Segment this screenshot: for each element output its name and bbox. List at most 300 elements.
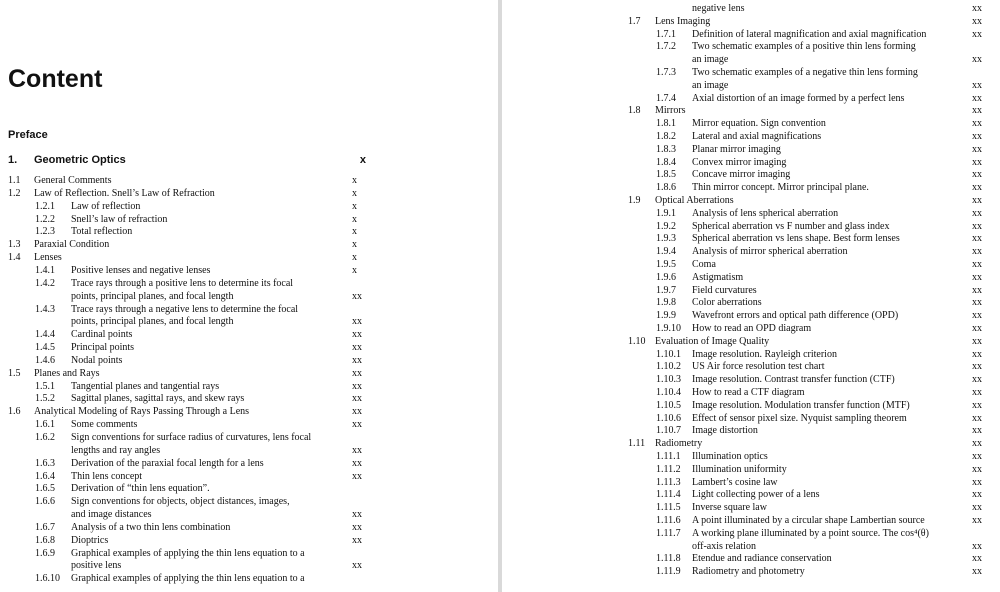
toc-entry-title-line: Sign conventions for objects, object distances, images, (71, 496, 290, 508)
toc-entry-title (71, 381, 219, 394)
toc-entry-number: 1.11.2 (656, 463, 681, 475)
toc-entry-title (34, 239, 109, 252)
toc-entry-title-line: Trace rays through a positive lens to determine its focal (71, 277, 294, 289)
toc-entry (0, 573, 380, 586)
toc-entry-title (692, 169, 790, 182)
toc-entry-title (692, 528, 929, 554)
toc-entry-page: xx (972, 323, 982, 334)
toc-entry (502, 233, 997, 246)
toc-entry-number: 1.5.1 (35, 380, 55, 392)
toc-entry-title-line: an image (692, 54, 729, 66)
toc-entry-title (71, 393, 244, 406)
toc-entry (502, 553, 997, 566)
toc-entry (0, 522, 380, 535)
toc-entry-title-line: Spherical aberration vs F number and glass index (692, 220, 890, 232)
toc-entry-title (692, 323, 811, 336)
toc-entry-title (655, 336, 769, 349)
toc-entry (502, 118, 997, 131)
toc-entry-number: 1.9.4 (656, 246, 676, 258)
toc-entry-number: 1.9.9 (656, 310, 676, 322)
toc-entry (502, 464, 997, 477)
toc-entry (502, 374, 997, 387)
toc-entry-title-line: Sign conventions for surface radius of curvatures, lens focal (71, 432, 312, 443)
toc-entry-page: x (352, 226, 357, 238)
toc-entry-title-line: Effect of sensor pixel size. Nyquist sampling theorem (692, 412, 907, 424)
preface-heading: Preface (8, 129, 48, 141)
toc-entry-title (692, 413, 907, 426)
toc-entry-title-line: Tangential planes and tangential rays (71, 380, 220, 392)
toc-entry-title-line: Coma (692, 259, 716, 270)
toc-entry-title-line: Mirror equation. Sign convention (692, 118, 826, 130)
toc-entry (502, 105, 997, 118)
toc-entry-title (34, 406, 249, 419)
toc-entry-number: 1.10.4 (656, 387, 681, 398)
toc-entry-title-line: How to read an OPD diagram (692, 323, 812, 334)
toc-entry-title-line: Evaluation of Image Quality (655, 335, 770, 347)
toc-entry-number: 1.6.1 (35, 419, 55, 431)
toc-entry-title (692, 387, 804, 400)
toc-entry-title (692, 144, 781, 157)
toc-entry-title-line: Lens Imaging (655, 15, 711, 27)
toc-entry (502, 477, 997, 490)
toc-entry (502, 336, 997, 349)
toc-entry-number: 1.8.3 (656, 143, 676, 155)
toc-entry-title (692, 182, 869, 195)
toc-entry-number: 1.8.4 (656, 156, 676, 168)
toc-entry-number: 1.3 (8, 239, 21, 251)
toc-entry-page: x (352, 264, 357, 276)
toc-entry-title-line: Analysis of lens spherical aberration (692, 207, 839, 219)
toc-entry-page: xx (972, 425, 982, 437)
toc-entry-title (655, 105, 686, 118)
toc-entry-title-line: Snell’s law of refraction (71, 213, 168, 225)
toc-entry-page: xx (972, 259, 982, 270)
toc-entry-title-line: Graphical examples of applying the thin lens equation to a (71, 573, 305, 585)
toc-entry-title-line: Concave mirror imaging (692, 169, 791, 181)
toc-entry-title-line: Lenses (34, 252, 62, 264)
toc-entry (502, 413, 997, 426)
toc-entry-page: xx (972, 374, 982, 386)
toc-entry-title (692, 67, 918, 93)
toc-entry-page: x (352, 213, 357, 225)
toc-entry (502, 285, 997, 298)
toc-entry-page: xx (972, 79, 982, 91)
toc-entry-page: x (352, 252, 357, 264)
toc-entry-number: 1.6.9 (35, 547, 55, 559)
toc-entry (0, 226, 380, 239)
toc-entry-page: xx (352, 290, 362, 302)
toc-entry-title (71, 471, 142, 484)
toc-entry (502, 221, 997, 234)
toc-entry-page: xx (972, 28, 982, 40)
toc-entry-title (692, 233, 900, 246)
toc-entry-number: 1.10.6 (656, 412, 681, 424)
toc-entry-number: 1.4.3 (35, 303, 55, 315)
toc-entry-title-line: Planes and Rays (34, 367, 100, 379)
toc-entry-page: xx (972, 553, 982, 565)
toc-entry (0, 214, 380, 227)
toc-entry-number: 1.9 (628, 195, 641, 206)
toc-entry-title-line: Law of reflection (71, 200, 141, 212)
toc-entry (502, 502, 997, 515)
toc-entry-page: xx (972, 515, 982, 526)
toc-entry-number: 1.11.4 (656, 489, 681, 501)
toc-entry-page: xx (352, 367, 362, 379)
toc-entry-title (71, 278, 293, 304)
toc-entry-title-line: Trace rays through a negative lens to determine the focal (71, 303, 299, 315)
toc-entry-title (692, 272, 743, 285)
toc-entry-page: xx (972, 156, 982, 168)
chapter-title: Geometric Optics (34, 154, 126, 166)
toc-entry-title-line: Nodal points (71, 354, 123, 366)
toc-entry-number: 1.6.3 (35, 457, 55, 469)
toc-entry-number: 1.10.1 (656, 348, 681, 360)
toc-entry-title (692, 477, 778, 490)
toc-entry-title-line: General Comments (34, 175, 112, 186)
toc-entry-title-line: an image (692, 79, 729, 91)
toc-entry-number: 1.6 (8, 406, 21, 418)
toc-entry-page: xx (972, 143, 982, 155)
toc-entry-number: 1.11 (628, 438, 646, 450)
toc-entry-title-line: Thin mirror concept. Mirror principal plane. (692, 182, 869, 194)
toc-entry-number: 1.11.1 (656, 451, 681, 462)
toc-entry-title-line: A point illuminated by a circular shape Lambertian source (692, 515, 925, 526)
toc-entry (502, 361, 997, 374)
toc-entry (0, 548, 380, 574)
toc-entry-title (71, 419, 137, 432)
toc-entry (502, 16, 997, 29)
toc-entry (0, 201, 380, 214)
page-title: Content (8, 65, 103, 93)
toc-entry (502, 566, 997, 579)
toc-entry-number: 1.9.6 (656, 271, 676, 283)
toc-entry (0, 175, 380, 188)
toc-entry-title (692, 374, 895, 387)
toc-entry-title (34, 175, 111, 188)
toc-entry-number: 1.4.5 (35, 342, 55, 354)
toc-entry-page: xx (972, 476, 982, 488)
toc-entry-title (692, 41, 916, 67)
toc-entry (502, 425, 997, 438)
toc-entry-number: 1.8.6 (656, 182, 676, 194)
toc-entry-title (71, 535, 108, 548)
toc-entry-title-line: Planar mirror imaging (692, 143, 781, 155)
toc-entry-number: 1.10.3 (656, 374, 681, 386)
toc-entry-page: xx (972, 361, 982, 373)
toc-entry-title-line: Principal points (71, 342, 135, 354)
toc-entry-title-line: Definition of lateral magnification and axial magnification (692, 28, 927, 40)
toc-entry (502, 3, 997, 16)
toc-entry-title (692, 29, 926, 42)
toc-entry-number: 1.7.3 (656, 67, 676, 78)
toc-entry-page: xx (352, 354, 362, 366)
toc-entry-number: 1.4.1 (35, 264, 55, 276)
toc-entry-title-line: Image resolution. Contrast transfer function (CTF) (692, 374, 895, 386)
toc-entry-title-line: Color aberrations (692, 297, 762, 309)
toc-entry-title (692, 297, 762, 310)
toc-entry (0, 432, 380, 458)
toc-entry (0, 393, 380, 406)
toc-entry-number: 1.1 (8, 175, 21, 186)
toc-entry-title-line: Analysis of mirror spherical aberration (692, 246, 848, 258)
toc-entry-page: xx (972, 131, 982, 142)
toc-entry-page: xx (972, 15, 982, 27)
toc-entry-title (71, 342, 134, 355)
chapter-heading (8, 154, 368, 170)
toc-entry-number: 1.10 (628, 335, 646, 347)
toc-entry-title-line: Inverse square law (692, 502, 767, 514)
toc-entry-page: xx (972, 348, 982, 360)
toc-entry (502, 349, 997, 362)
toc-entry (502, 144, 997, 157)
toc-entry-title (71, 265, 210, 278)
toc-entry-title (71, 573, 305, 586)
toc-entry-page: xx (972, 169, 982, 181)
toc-entry-number: 1.7 (628, 15, 641, 27)
toc-entry-title-line: Mirrors (655, 105, 686, 117)
toc-entry-title (692, 566, 805, 579)
toc-entry-number: 1.8 (628, 105, 641, 117)
toc-entry-title (692, 361, 824, 374)
toc-entry (0, 252, 380, 265)
toc-entry (502, 67, 997, 93)
toc-entry-page: xx (972, 220, 982, 232)
toc-entry-number: 1.11.5 (656, 502, 681, 514)
toc-entry (502, 195, 997, 208)
toc-entry-title-line: Two schematic examples of a negative thin lens forming (692, 67, 918, 78)
toc-entry-number: 1.2.3 (35, 226, 55, 238)
toc-entry-number: 1.6.2 (35, 432, 55, 443)
toc-entry-page: xx (972, 271, 982, 283)
toc-entry-number: 1.11.6 (656, 515, 681, 526)
toc-entry-page: xx (972, 195, 982, 206)
toc-entry-number: 1.7.4 (656, 92, 676, 104)
toc-entry-number: 1.11.3 (656, 476, 681, 488)
toc-entry (502, 323, 997, 336)
toc-entry-page: xx (352, 457, 362, 469)
chapter-number: 1. (8, 154, 18, 166)
toc-entry-title (692, 131, 821, 144)
toc-entry-title (692, 515, 925, 528)
left-page (0, 0, 498, 592)
toc-entry (502, 131, 997, 144)
toc-entry (0, 368, 380, 381)
toc-entry-title (692, 349, 837, 362)
toc-entry-title (655, 438, 702, 451)
toc-entry-page: x (352, 239, 357, 251)
toc-entry-page: x (352, 200, 357, 212)
toc-entry-page: xx (972, 463, 982, 475)
toc-entry-title (71, 522, 230, 535)
toc-entry-title (71, 355, 122, 368)
toc-entry (502, 182, 997, 195)
toc-entry-number: 1.9.7 (656, 284, 676, 296)
toc-entry-title-line: Wavefront errors and optical path difference (OPD) (692, 310, 899, 322)
toc-entry-page: xx (972, 284, 982, 296)
toc-entry (0, 419, 380, 432)
toc-entry-title-line: Image resolution. Rayleigh criterion (692, 348, 837, 360)
toc-entry (502, 310, 997, 323)
toc-entry-page: xx (352, 560, 362, 572)
toc-entry (0, 381, 380, 394)
toc-entry-page: xx (352, 509, 362, 521)
toc-entry-title (692, 118, 826, 131)
toc-entry-title (34, 252, 62, 265)
toc-entry-page: xx (352, 521, 362, 533)
toc-entry-title-line: Etendue and radiance conservation (692, 553, 832, 565)
toc-entry-number: 1.9.3 (656, 233, 676, 245)
toc-entry (502, 297, 997, 310)
toc-entry-page: xx (972, 438, 982, 450)
toc-entry-number: 1.4.4 (35, 329, 55, 341)
toc-entry-page: xx (972, 297, 982, 309)
toc-entry (502, 451, 997, 464)
toc-entry-page: xx (972, 310, 982, 322)
toc-entry (0, 406, 380, 419)
toc-entry-title-line: Law of Reflection. Snell’s Law of Refraction (34, 187, 215, 199)
toc-entry-title (692, 425, 758, 438)
toc-entry-title (71, 201, 140, 214)
toc-entry-title (34, 188, 215, 201)
toc-entry-title-line: points, principal planes, and focal length (71, 290, 234, 302)
toc-entry-number: 1.6.6 (35, 496, 55, 508)
toc-entry-page: xx (352, 393, 362, 405)
toc-entry-title-line: Axial distortion of an image formed by a perfect lens (692, 92, 905, 104)
toc-entry-title-line: Cardinal points (71, 329, 133, 341)
toc-entry-page: xx (972, 3, 982, 14)
toc-entry-title (692, 451, 768, 464)
toc-entry-title-line: Astigmatism (692, 271, 744, 283)
toc-entry-title (655, 195, 734, 208)
toc-entry-title-line: Dioptrics (71, 534, 109, 546)
toc-entry-title-line: Thin lens concept (71, 470, 143, 482)
toc-entry-number: 1.2 (8, 187, 21, 199)
toc-entry-page: xx (352, 342, 362, 354)
toc-entry (0, 535, 380, 548)
toc-entry-title-line: Positive lenses and negative lenses (71, 264, 211, 276)
toc-entry-number: 1.11.7 (656, 527, 681, 539)
toc-entry (502, 157, 997, 170)
toc-entry-number: 1.8.2 (656, 131, 676, 142)
toc-entry-page: xx (972, 233, 982, 245)
toc-entry-title (692, 464, 787, 477)
toc-entry-title-line: Graphical examples of applying the thin lens equation to a (71, 547, 305, 559)
toc-entry-title-line: Total reflection (71, 226, 133, 238)
toc-entry-page: xx (972, 118, 982, 130)
toc-entry-title-line: Convex mirror imaging (692, 156, 787, 168)
toc-entry-number: 1.11.9 (656, 566, 681, 578)
toc-entry-number: 1.7.1 (656, 28, 676, 40)
toc-entry-number: 1.4.6 (35, 354, 55, 366)
toc-entry-number: 1.6.5 (35, 483, 55, 495)
chapter-page: x (359, 154, 366, 166)
toc-entry-title (692, 285, 757, 298)
toc-entry (0, 458, 380, 471)
toc-entry-title (692, 3, 744, 16)
toc-entry (0, 483, 380, 496)
toc-entry-title (34, 368, 100, 381)
toc-entry-number: 1.4 (8, 252, 21, 264)
toc-entry-page: xx (972, 54, 982, 66)
toc-entry-page: xx (352, 316, 362, 328)
toc-entry-title (655, 16, 710, 29)
toc-entry-number: 1.2.2 (35, 213, 55, 225)
toc-entry-number: 1.8.1 (656, 118, 676, 130)
toc-entry-number: 1.9.10 (656, 323, 681, 334)
toc-entry-number: 1.9.1 (656, 207, 676, 219)
toc-entry-page: xx (972, 207, 982, 219)
toc-entry-title-line: Illumination optics (692, 451, 768, 462)
toc-entry-page: xx (972, 502, 982, 514)
toc-entry-number: 1.9.5 (656, 259, 676, 270)
toc-entry (502, 246, 997, 259)
toc-entry-title (71, 329, 132, 342)
toc-entry-page: xx (972, 182, 982, 194)
toc-entry-title (692, 310, 898, 323)
toc-entry-page: xx (352, 380, 362, 392)
toc-entry-page: xx (972, 540, 982, 552)
toc-entry-number: 1.10.5 (656, 399, 681, 411)
toc-entry-page: xx (972, 246, 982, 258)
toc-entry-number: 1.9.2 (656, 220, 676, 232)
toc-entry-title (692, 489, 819, 502)
toc-entry-title-line: negative lens (692, 3, 745, 14)
toc-entry-page: x (352, 175, 357, 186)
toc-entry-title-line: US Air force resolution test chart (692, 361, 825, 373)
toc-entry-title-line: Analytical Modeling of Rays Passing Through a Lens (34, 406, 250, 418)
toc-entry-title (692, 502, 767, 515)
toc-entry (502, 528, 997, 554)
toc-entry-title-line: and image distances (71, 509, 152, 521)
toc-entry-title-line: Sagittal planes, sagittal rays, and skew rays (71, 393, 245, 405)
toc-entry (0, 278, 380, 304)
toc-entry (0, 265, 380, 278)
toc-entry-title-line: points, principal planes, and focal length (71, 316, 234, 328)
toc-entry-number: 1.10.2 (656, 361, 681, 373)
toc-entry-title-line: Derivation of the paraxial focal length for a lens (71, 457, 264, 469)
toc-entry (0, 329, 380, 342)
toc-entry-page: x (352, 187, 357, 199)
toc-entry-title-line: Spherical aberration vs lens shape. Best form lenses (692, 233, 900, 245)
toc-entry-title-line: Field curvatures (692, 284, 757, 296)
toc-entry (502, 93, 997, 106)
toc-entry-title-line: A working plane illuminated by a point source. The cos⁴(θ) (692, 527, 929, 539)
toc-entry (502, 515, 997, 528)
toc-entry (0, 239, 380, 252)
toc-entry-number: 1.6.4 (35, 470, 55, 482)
toc-entry-page: xx (972, 335, 982, 347)
toc-entry-number: 1.2.1 (35, 200, 55, 212)
toc-entry-title-line: How to read a CTF diagram (692, 387, 805, 398)
toc-entry-page: xx (972, 105, 982, 117)
toc-entry-title (692, 93, 904, 106)
toc-entry (502, 400, 997, 413)
toc-entry (0, 496, 380, 522)
toc-entry (0, 188, 380, 201)
toc-entry-title (71, 483, 210, 496)
toc-entry-number: 1.6.10 (35, 573, 60, 585)
toc-entry-page: xx (972, 92, 982, 104)
toc-entry-page: xx (972, 451, 982, 462)
toc-entry-number: 1.5 (8, 367, 21, 379)
toc-entry (502, 259, 997, 272)
toc-entry-title (71, 432, 311, 458)
toc-entry-page: xx (352, 406, 362, 418)
toc-entry (502, 29, 997, 42)
toc-entry-number: 1.4.2 (35, 277, 55, 289)
toc-entry-title-line: Lambert’s cosine law (692, 476, 778, 488)
toc-entry-number: 1.5.2 (35, 393, 55, 405)
